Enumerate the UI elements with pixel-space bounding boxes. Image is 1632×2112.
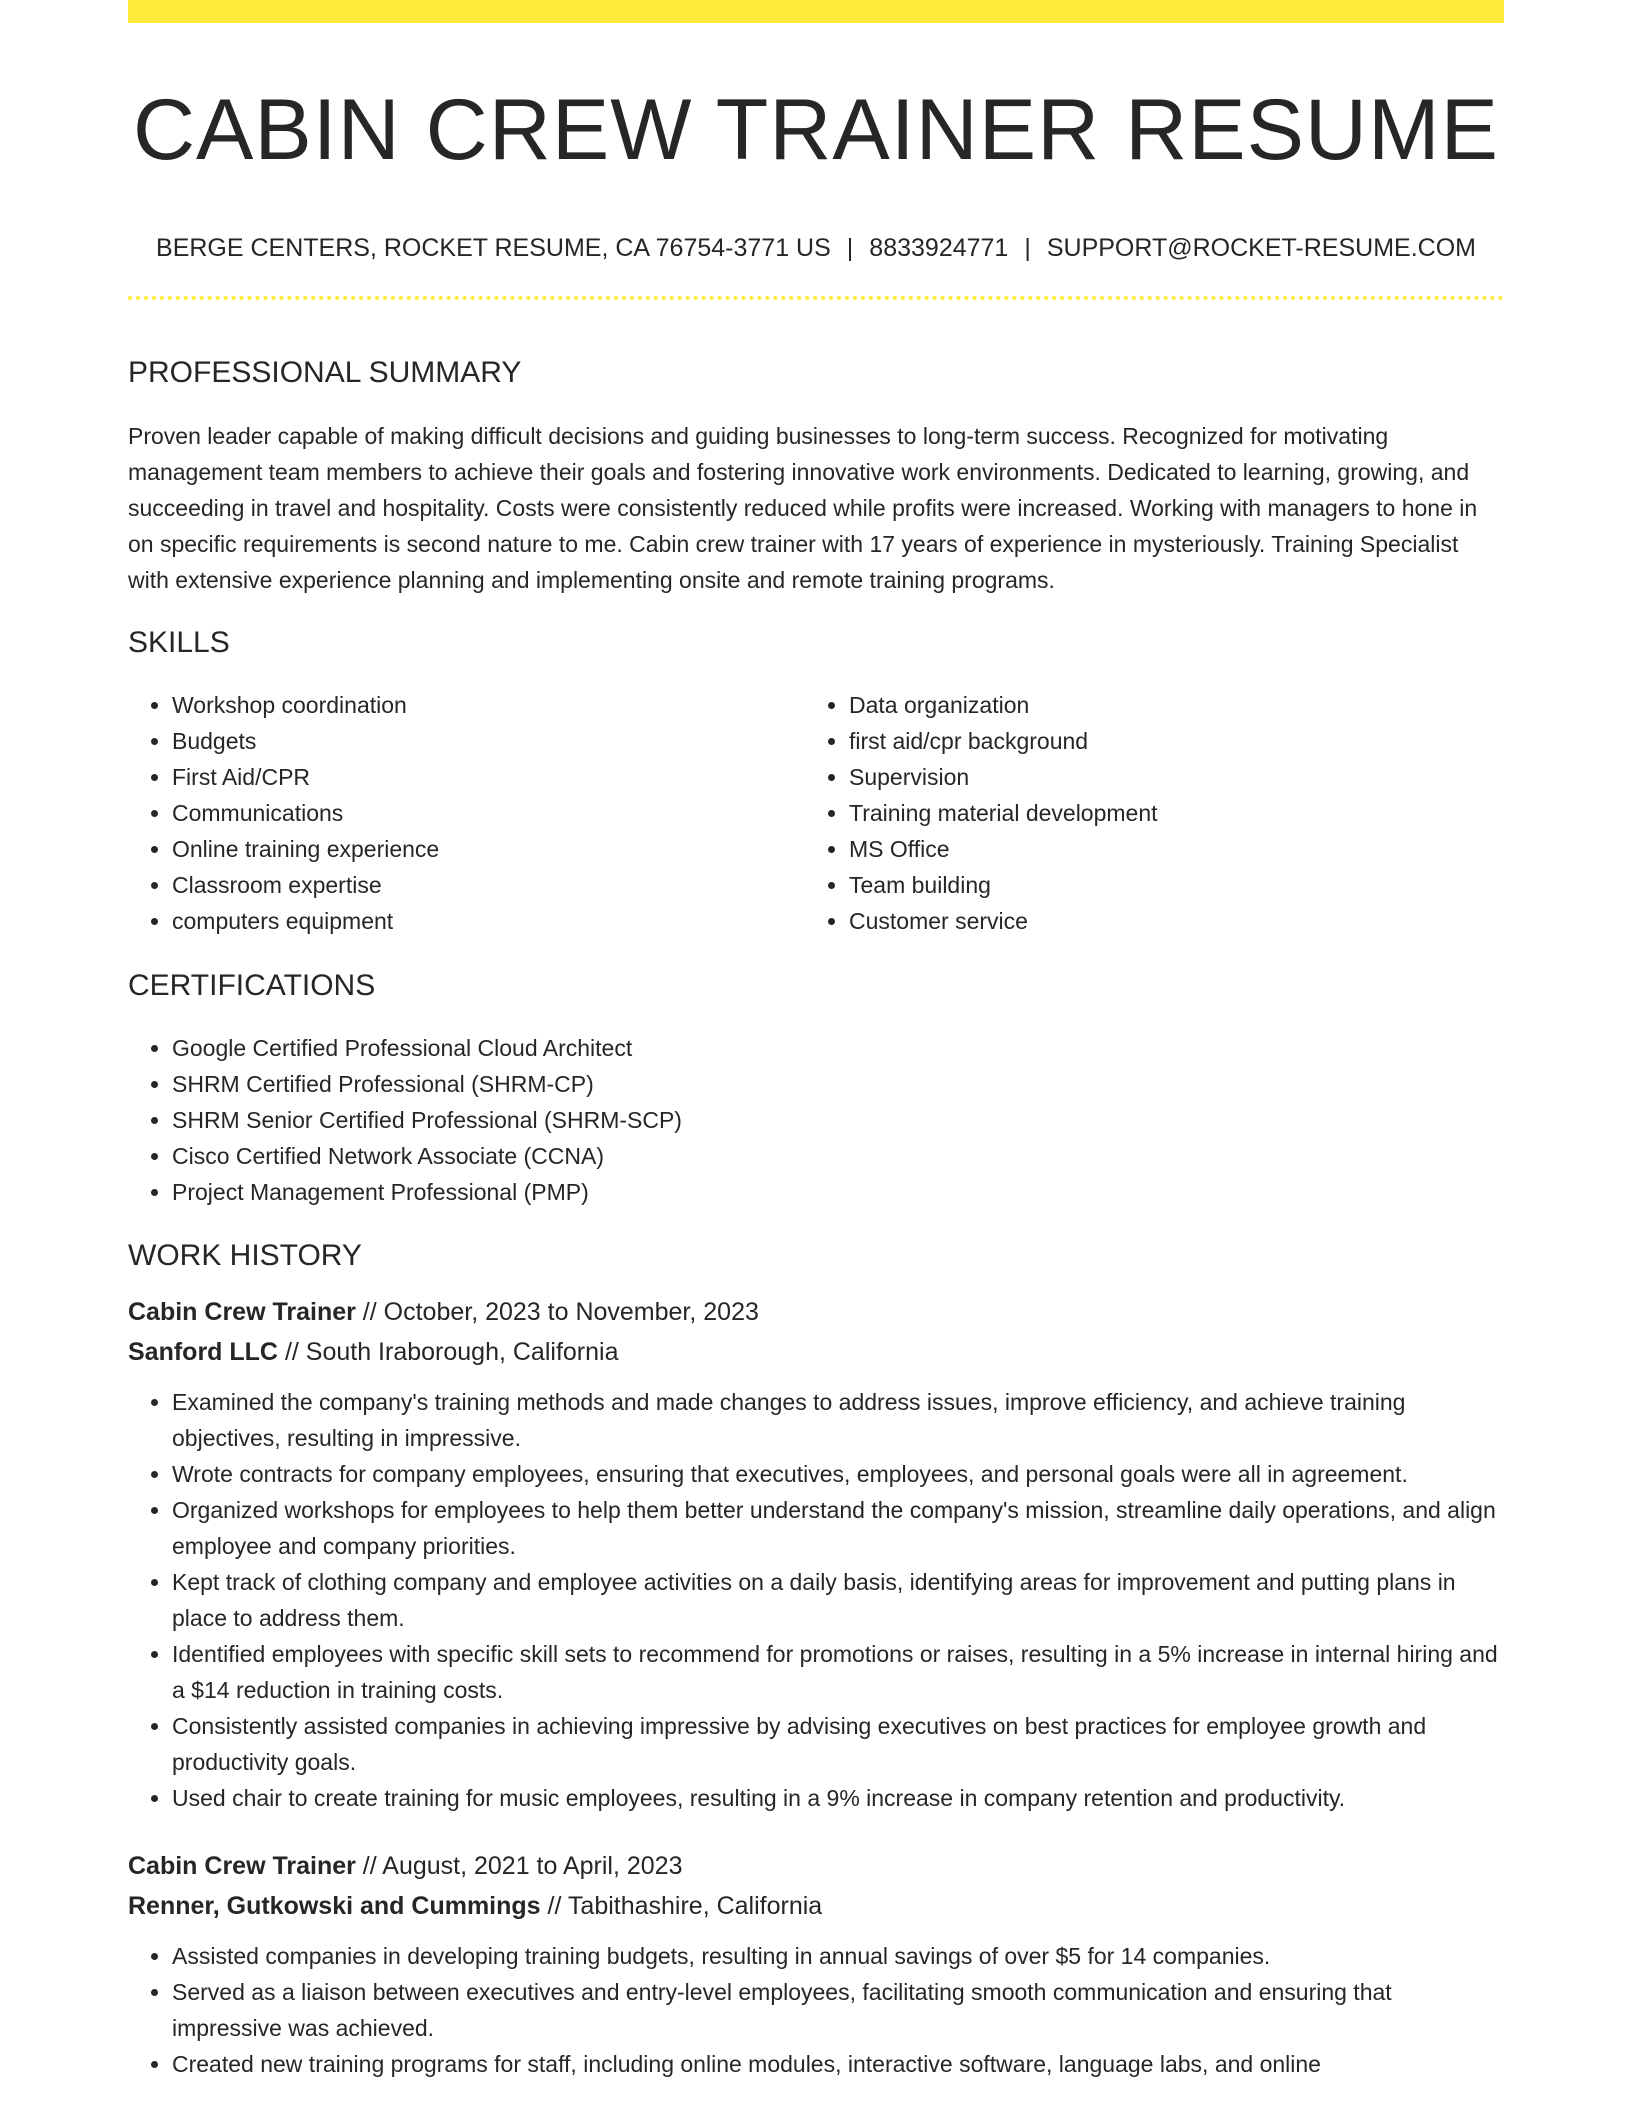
certifications-list	[128, 1030, 1504, 1210]
job-bullet: • Served as a liaison between executives and entry-level employees, facilitating smooth communication and ensuring that impressive was achieved.	[172, 1974, 1504, 2046]
summary-section	[128, 355, 1504, 598]
job-bullet-list	[128, 1384, 1504, 1816]
skill-item: • Supervision	[849, 759, 1482, 795]
skill-item: • Communications	[172, 795, 805, 831]
job-bullet-list	[128, 1938, 1504, 2082]
job-title-line	[128, 1292, 1504, 1332]
job-location: // Tabithashire, California	[540, 1892, 823, 1920]
job-bullet: • Organized workshops for employees to help them better understand the company's mission, streamline daily operations, and align employee and company priorities.	[172, 1492, 1504, 1564]
job-bullet: • Assisted companies in developing training budgets, resulting in annual savings of over $5 for 14 companies.	[172, 1938, 1504, 1974]
skill-item: • Workshop coordination	[172, 687, 805, 723]
job-bullet: • Used chair to create training for music employees, resulting in a 9% increase in company retention and productivity.	[172, 1780, 1504, 1816]
job-bullet: • Consistently assisted companies in achieving impressive by advising executives on best practices for employee growth and productivity goals.	[172, 1708, 1504, 1780]
contact-phone[interactable]: 8833924771	[869, 233, 1009, 262]
certification-item: • SHRM Senior Certified Professional (SHRM-SCP)	[172, 1102, 1504, 1138]
job-bullet: • Identified employees with specific skill sets to recommend for promotions or raises, resulting in a 5% increase in internal hiring and a $14 reduction in training costs.	[172, 1636, 1504, 1708]
skill-item: • Team building	[849, 867, 1482, 903]
skill-item: • Online training experience	[172, 831, 805, 867]
certifications-heading: CERTIFICATIONS	[128, 969, 376, 1002]
job-company-line	[128, 1332, 1504, 1372]
job-bullet: • Wrote contracts for company employees, ensuring that executives, employees, and personal goals were all in agreement.	[172, 1456, 1504, 1492]
job-entry	[128, 1846, 1504, 2082]
job-entry	[128, 1292, 1504, 1816]
skill-item: • Customer service	[849, 903, 1482, 939]
certifications-section	[128, 968, 1504, 1210]
resume-page	[128, 0, 1504, 2077]
skills-list-left	[128, 687, 805, 939]
dotted-divider	[128, 296, 1504, 300]
job-bullet: • Kept track of clothing company and employee activities on a daily basis, identifying areas for improvement and putting plans in place to address them.	[172, 1564, 1504, 1636]
job-title: Cabin Crew Trainer	[128, 1852, 356, 1880]
contact-line	[128, 233, 1504, 263]
certification-item: • Google Certified Professional Cloud Architect	[172, 1030, 1504, 1066]
skill-item: • Budgets	[172, 723, 805, 759]
job-company-line	[128, 1886, 1504, 1926]
skill-item: • Training material development	[849, 795, 1482, 831]
skills-columns	[128, 687, 1504, 939]
certification-item: • Cisco Certified Network Associate (CCNA)	[172, 1138, 1504, 1174]
skills-heading: SKILLS	[128, 626, 230, 659]
job-location: // South Iraborough, California	[278, 1338, 619, 1366]
work-history-section	[128, 1238, 1504, 2082]
skill-item: • computers equipment	[172, 903, 805, 939]
contact-separator: |	[1024, 233, 1031, 262]
job-company: Renner, Gutkowski and Cummings	[128, 1892, 541, 1920]
certification-item: • Project Management Professional (PMP)	[172, 1174, 1504, 1210]
summary-text: Proven leader capable of making difficult decisions and guiding businesses to long-term success. Recognized for motivating management team members to achieve their goals and fostering innovative work environments. Dedicated to learning, growing, and succeeding in travel and hospitality. Costs were consistently reduced while profits were increased. Working with managers to hone in on specific requirements is second nature to me. Cabin crew trainer with 17 years of experience in mysteriously. Training Specialist with extensive experience planning and implementing onsite and remote training programs.	[128, 423, 1478, 593]
job-dates: // August, 2021 to April, 2023	[355, 1852, 683, 1880]
skill-item: • MS Office	[849, 831, 1482, 867]
skill-item: • Data organization	[849, 687, 1482, 723]
contact-address: BERGE CENTERS, ROCKET RESUME, CA 76754-3771 US	[156, 233, 831, 262]
skill-item: • First Aid/CPR	[172, 759, 805, 795]
certification-item: • SHRM Certified Professional (SHRM-CP)	[172, 1066, 1504, 1102]
skill-item: • first aid/cpr background	[849, 723, 1482, 759]
skills-list-right	[805, 687, 1482, 939]
contact-email[interactable]: SUPPORT@ROCKET-RESUME.COM	[1046, 233, 1476, 262]
job-title-line	[128, 1846, 1504, 1886]
job-bullet: • Created new training programs for staff, including online modules, interactive software, language labs, and online	[172, 2046, 1504, 2082]
summary-heading: PROFESSIONAL SUMMARY	[128, 356, 522, 389]
resume-title: CABIN CREW TRAINER RESUME	[132, 82, 1500, 178]
work-history-heading: WORK HISTORY	[128, 1239, 362, 1272]
job-company: Sanford LLC	[128, 1338, 278, 1366]
job-dates: // October, 2023 to November, 2023	[355, 1298, 759, 1326]
skill-item: • Classroom expertise	[172, 867, 805, 903]
contact-separator: |	[846, 233, 854, 262]
skills-section	[128, 625, 1504, 939]
top-accent-bar	[128, 0, 1504, 23]
job-title: Cabin Crew Trainer	[128, 1298, 356, 1326]
job-bullet: • Examined the company's training methods and made changes to address issues, improve efficiency, and achieve training objectives, resulting in impressive.	[172, 1384, 1504, 1456]
